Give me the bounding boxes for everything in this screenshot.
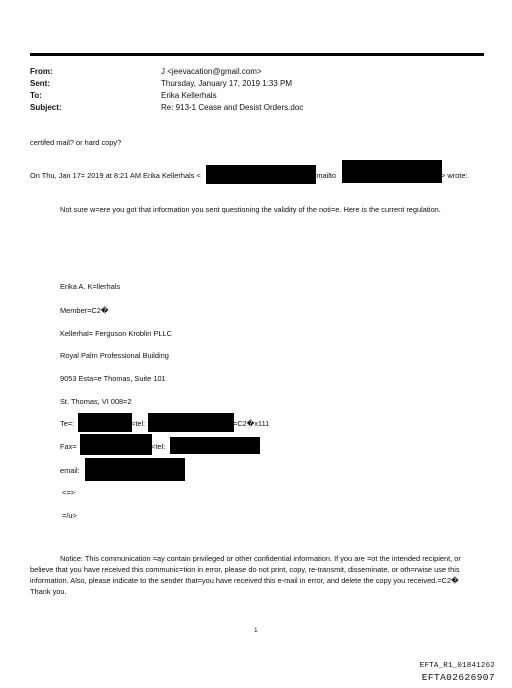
to-label: To: (30, 91, 42, 100)
page-number: 1 (254, 627, 258, 634)
signature-city: St. Thomas, VI 008=2 (60, 397, 132, 406)
to-value: Erika Kellerhals (161, 91, 217, 100)
fax-label: Fax= (60, 442, 77, 451)
quoted-paragraph: Not sure w=ere you got that information you sent questioning the validity of the noti=e. Here is the current regulation. (60, 205, 441, 214)
subject-label: Subject: (30, 103, 62, 112)
header-rule (30, 53, 484, 56)
quote-prefix: On Thu, Jan 17= 2019 at 8:21 AM Erika Kellerhals < (30, 171, 201, 180)
signature-firm: Kellerhal= Ferguson Kroblin PLLC (60, 329, 172, 338)
underline-close-text: =/u> (62, 511, 77, 520)
redaction-box (342, 160, 442, 183)
signature-name: Erika A. K=llerhals (60, 282, 121, 291)
from-value: J <jeevacation@gmail.com> (161, 67, 262, 76)
email-label: email: (60, 466, 80, 475)
tel-label: Te=: (60, 419, 75, 428)
quote-mailto: <mailto (312, 171, 337, 180)
sent-value: Thursday, January 17, 2019 1:33 PM (161, 79, 293, 88)
reply-text: certifed mail? or hard copy? (30, 138, 122, 147)
signature-street: 9053 Esta=e Thomas, Suite 101 (60, 374, 166, 383)
tel-ext: =C2�x111 (233, 419, 270, 428)
signature-member: Member=C2� (60, 306, 109, 315)
footer-id-secondary: EFTA02626907 (421, 672, 495, 683)
fax-link: <tel: (151, 442, 166, 451)
redaction-box (78, 413, 132, 432)
quote-suffix: > wrote: (441, 171, 468, 180)
redaction-box (85, 458, 185, 481)
confidentiality-notice: Notice: This communication =ay contain privileged or other confidential information. If you are =ot the intended recipient, or believe that you have received this communic=tion in error, please do not print, copy, re-transmit, disseminate, or oth=rwise use this information. Also, please indicate to the sender that=you have received this e-mail in error, and delete the copy you received.=C2� Thank you. (30, 554, 461, 596)
redaction-box (206, 165, 316, 184)
redaction-box (170, 437, 260, 454)
from-label: From: (30, 67, 53, 76)
redaction-box (148, 413, 234, 432)
tel-link: <tel: (131, 419, 146, 428)
subject-value: Re: 913-1 Cease and Desist Orders.doc (161, 103, 304, 112)
angle-bracket-text: <=> (62, 488, 75, 497)
sent-label: Sent: (30, 79, 50, 88)
footer-id-primary: EFTA_R1_01841262 (419, 662, 495, 670)
signature-building: Royal Palm Professional Building (60, 351, 169, 360)
redaction-box (80, 434, 152, 455)
